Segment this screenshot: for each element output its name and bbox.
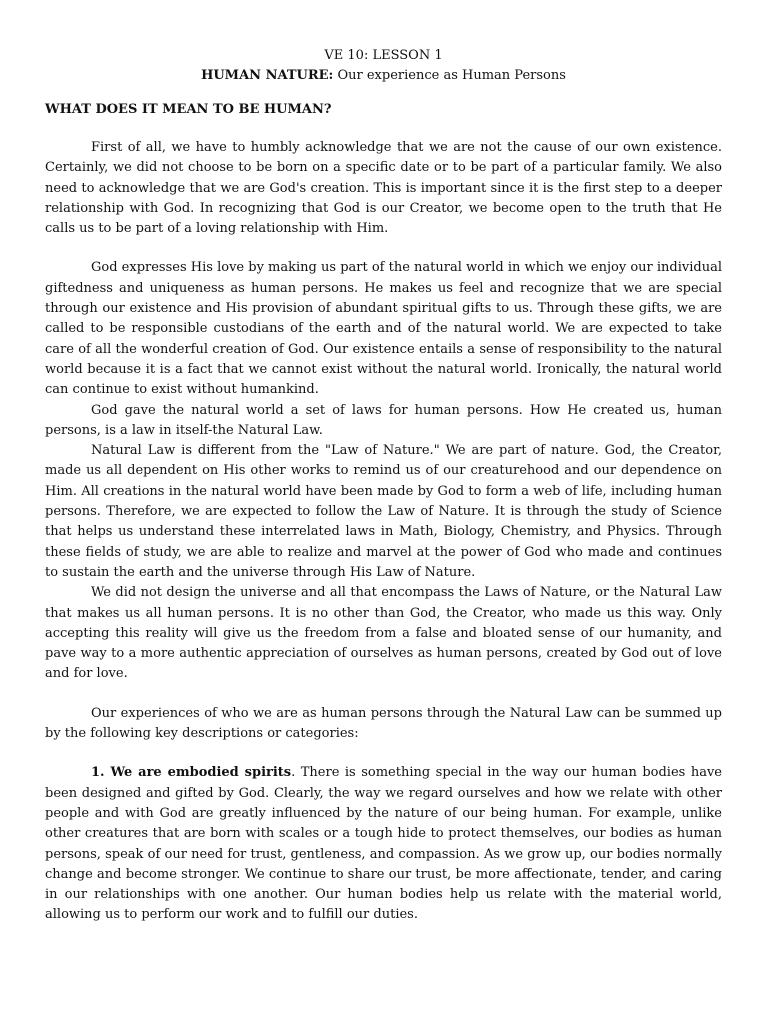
paragraph: First of all, we have to humbly acknowledge that we are not the cause of our own existence. Certainly, we did not choose to be born on a specific date or to be part of a particular family. We also need to acknowledge that we are God's creation. This is important since it is the first step to a deeper relationship with God. In recognizing that God is our Creator, we become open to the truth that He calls us to be part of a loving relationship with Him. xyxy=(45,140,722,237)
paragraph: Natural Law is different from the "Law of Nature." We are part of nature. God, the Creator, made us all dependent on His other works to remind us of our creaturehood and our dependence on Him. All creations in the natural world have been made by God to form a web of life, including human persons. Therefore, we are expected to follow the Law of Nature. It is through the study of Science that helps us understand these interrelated laws in Math, Biology, Chemistry, and Physics. Through these fields of study, we are able to realize and marvel at the power of God who made and continues to sustain the earth and the universe through His Law of Nature. xyxy=(45,443,722,580)
lesson-title: VE 10: LESSON 1 xyxy=(324,48,443,63)
paragraph: God expresses His love by making us part of the natural world in which we enjoy our individual giftedness and uniqueness as human persons. He makes us feel and recognize that we are special through our existence and His provision of abundant spiritual gifts to us. Through these gifts, we are called to be responsible custodians of the earth and of the natural world. We are expected to take care of all the wonderful creation of God. Our existence entails a sense of responsibility to the natural world because it is a fact that we cannot exist without the natural world. Ironically, the natural world can continue to exist without humankind. xyxy=(45,260,722,398)
section-question: WHAT DOES IT MEAN TO BE HUMAN? xyxy=(45,102,332,117)
paragraph: Our experiences of who we are as human persons through the Natural Law can be summed up by the following key descriptions or categories: xyxy=(45,705,722,742)
subtitle-bold: HUMAN NATURE: xyxy=(201,68,334,83)
item-heading: 1. We are embodied spirits xyxy=(91,765,292,781)
document-header xyxy=(45,46,722,86)
item-text: . There is something special in the way our human bodies have been designed and gifted by God. Clearly, the way we regard ourselves and how we relate with other people and with God are greatly influenced by the nature of our being human. For example, unlike other creatures that are born with scales or a tough hide to protect themselves, our bodies as human persons, speak of our need for trust, gentleness, and compassion. As we grow up, our bodies normally change and become stronger. We continue to share our trust, be more affectionate, tender, and caring in our relationships with one another. Our human bodies help us relate with the material world, allowing us to perform our work and to fulfill our duties. xyxy=(45,765,722,923)
embodied-spirits-paragraph xyxy=(45,763,722,925)
subtitle-rest: Our experience as Human Persons xyxy=(333,68,566,83)
paragraph: We did not design the universe and all that encompass the Laws of Nature, or the Natural Law that makes us all human persons. It is no other than God, the Creator, who made us this way. Only accepting this reality will give us the freedom from a false and bloated sense of our humanity, and pave way to a more authentic appreciation of ourselves as human persons, created by God out of love and for love. xyxy=(45,585,722,682)
paragraph: God gave the natural world a set of laws for human persons. How He created us, human persons, is a law in itself-the Natural Law. xyxy=(45,402,722,438)
lesson-subtitle xyxy=(45,66,722,86)
